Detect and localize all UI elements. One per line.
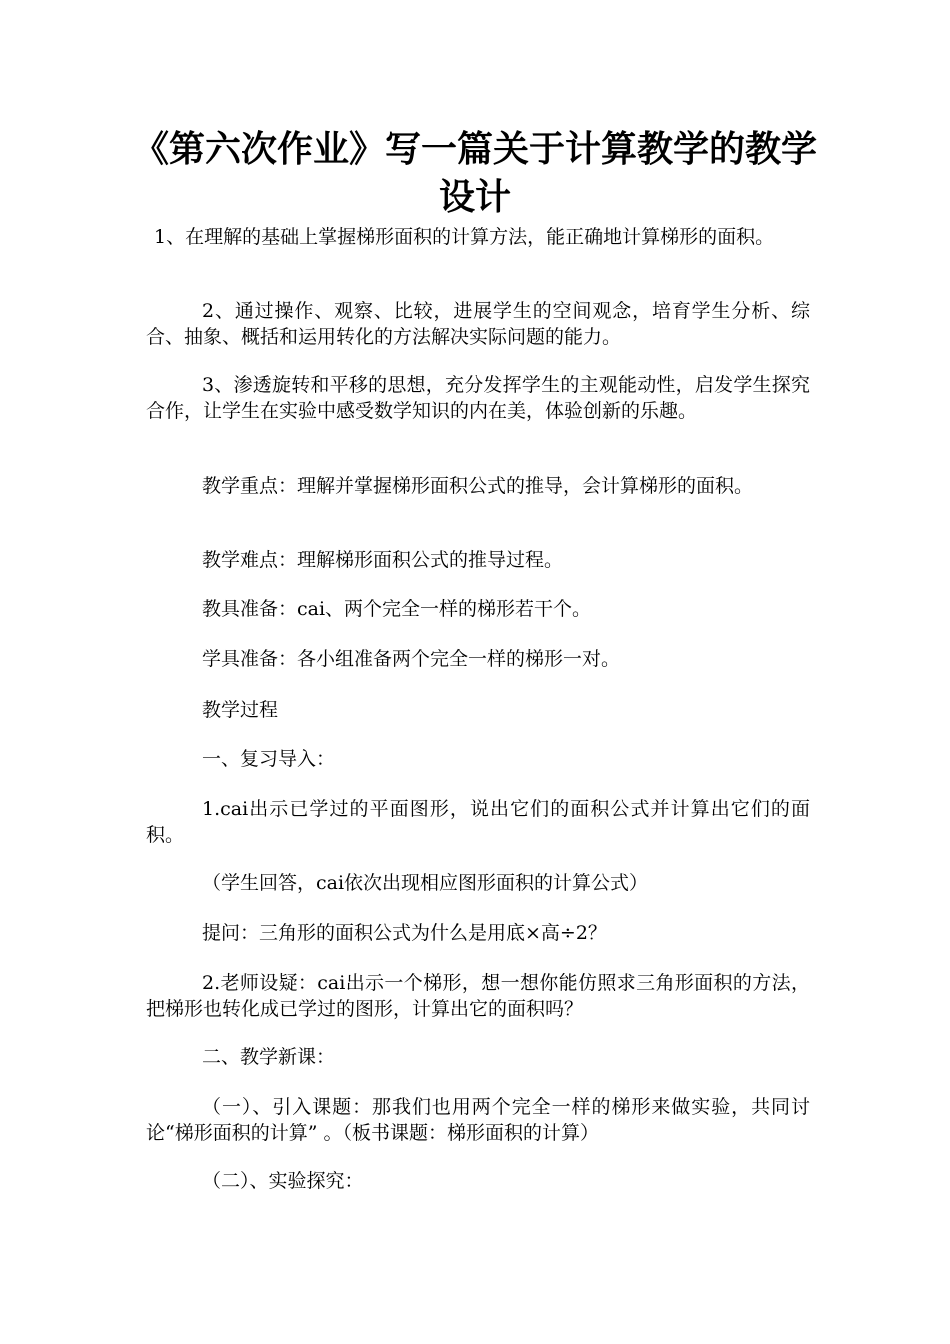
paragraph-key-point: 教学重点：理解并掌握梯形面积公式的推导，会计算梯形的面积。 [202,475,754,497]
paragraph-objective-1: 1、在理解的基础上掌握梯形面积的计算方法，能正确地计算梯形的面积。 [154,226,775,248]
paragraph-student-aids: 学具准备：各小组准备两个完全一样的梯形一对。 [202,648,621,670]
paragraph-review-1: 1.cai出示已学过的平面图形，说出它们的面积公式并计算出它们的面积。 [146,798,810,846]
paragraph-process-heading: 教学过程 [202,699,279,721]
paragraph-teaching-aids: 教具准备：cai、两个完全一样的梯形若干个。 [202,598,592,620]
paragraph-difficulty: 教学难点：理解梯形面积公式的推导过程。 [202,549,564,571]
paragraph-experiment: （二）、实验探究： [202,1170,364,1192]
paragraph-question: 提问：三角形的面积公式为什么是用底×高÷2？ [202,922,607,944]
document-title: 《第六次作业》写一篇关于计算教学的教学设计 [132,129,817,218]
paragraph-objective-3: 3、渗透旋转和平移的思想，充分发挥学生的主观能动性，启发学生探究合作，让学生在实验中感受数学知识的内在美，体验创新的乐趣。 [146,374,810,422]
paragraph-introduce-topic: （一）、引入课题：那我们也用两个完全一样的梯形来做实验，共同讨论“梯形面积的计算” 。（板书课题：梯形面积的计算） [146,1096,810,1144]
paragraph-objective-2: 2、通过操作、观察、比较，进展学生的空间观念，培育学生分析、综合、抽象、概括和运用转化的方法解决实际问题的能力。 [146,300,810,348]
paragraph-review-2: 2.老师设疑：cai出示一个梯形，想一想你能仿照求三角形面积的方法，把梯形也转化成已学过的图形，计算出它的面积吗？ [146,972,810,1020]
paragraph-section-new-lesson: 二、教学新课： [202,1046,336,1068]
paragraph-section-review: 一、复习导入： [202,748,336,770]
paragraph-student-answer: （学生回答，cai依次出现相应图形面积的计算公式） [202,872,649,894]
